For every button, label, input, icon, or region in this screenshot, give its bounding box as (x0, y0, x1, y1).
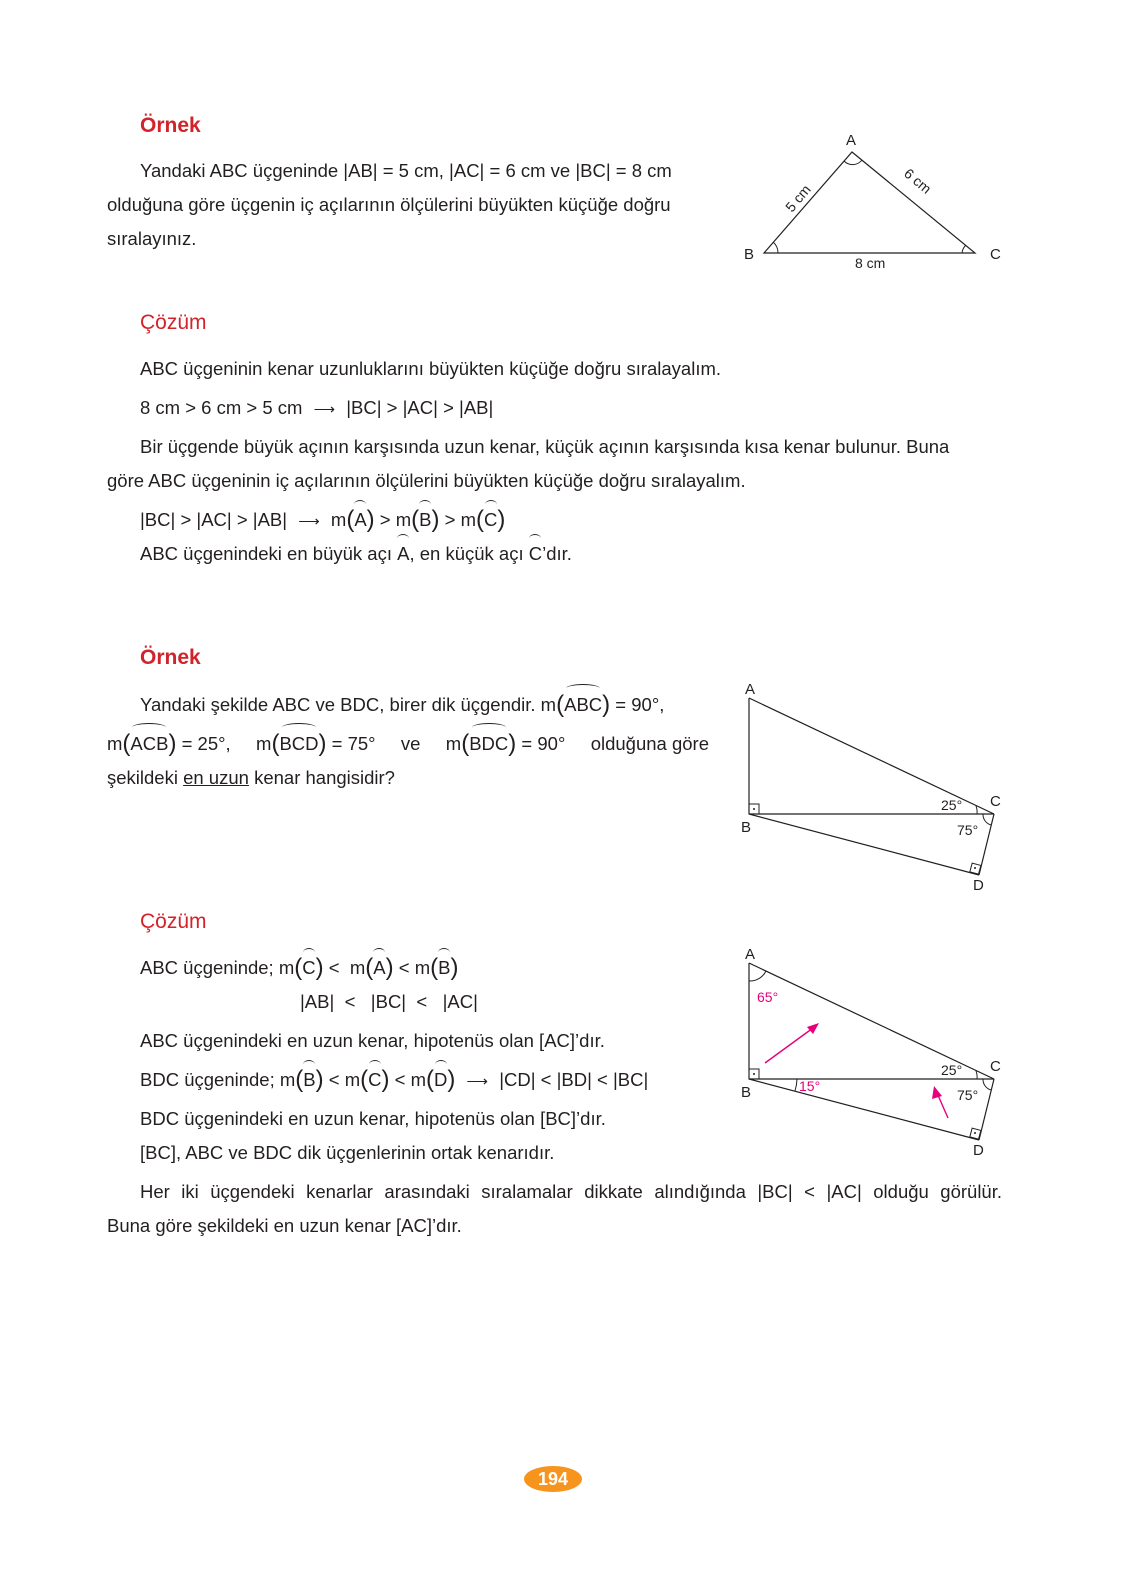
text: ABC üçgenindeki en büyük açı (140, 543, 392, 564)
arrow-right-icon: ⟶ (313, 401, 336, 418)
text: Yandaki şekilde ABC ve BDC, birer dik üçgendir. m (140, 694, 557, 715)
arrow-right-icon: ⟶ (466, 1073, 489, 1090)
example-1-question-line1: Yandaki ABC üçgeninde |AB| = 5 cm, |AC| = 6 cm ve |BC| = 8 cm (140, 160, 672, 181)
solution-1-heading: Çözüm (140, 311, 207, 334)
angle-c: C (302, 957, 316, 978)
vertex-a-label: A (745, 946, 756, 963)
vertex-a-label: A (745, 681, 756, 698)
quadrilateral-abcd-figure (735, 680, 1020, 895)
vertex-d-label: D (973, 877, 984, 894)
side-order: |CD| < |BD| < |BC| (499, 1069, 649, 1090)
angle-dbc-label: 15° (799, 1078, 821, 1094)
solution-2-heading: Çözüm (140, 910, 207, 933)
angle-b: B (419, 509, 432, 530)
angle-c: C (528, 543, 543, 564)
angle-a: A (354, 509, 367, 530)
solution-1-p1: ABC üçgeninin kenar uzunluklarını büyükten küçüğe doğru sıralayalım. (140, 358, 722, 379)
angle-bcd-label: 75° (957, 822, 979, 838)
solution-1-p5 (140, 543, 572, 565)
example-2-heading: Örnek (140, 646, 201, 669)
vertex-c-label: C (990, 246, 1001, 263)
solution-2-line6: [BC], ABC ve BDC dik üçgenlerinin ortak kenarıdır. (140, 1142, 555, 1163)
text: ve (400, 733, 421, 754)
example-2-question-line3 (107, 767, 395, 789)
text: = 90°, (615, 694, 665, 715)
angle-b: B (438, 957, 451, 978)
measure-m: m (460, 509, 477, 530)
side-ab-label: 5 cm (782, 181, 814, 215)
angle-acb-label: 25° (941, 797, 963, 813)
example-2-question-line2: m(ACB) = 25°, m(BCD) = 75° ve m(BDC) = 90° olduğuna göre (107, 730, 709, 757)
gt-sign: > (379, 509, 391, 530)
solution-2-line2: |AB| < |BC| < |AC| (300, 991, 478, 1012)
solution-1-p4: |BC| > |AC| > |AB| ⟶ m(A) > m(B) > m(C) (140, 506, 506, 533)
text: olduğuna göre (590, 733, 709, 754)
measure-m: m (445, 733, 462, 754)
text: kenar hangisidir? (248, 767, 395, 788)
arrow-right-icon: ⟶ (298, 513, 320, 530)
text: ABC üçgeninde; (140, 957, 274, 978)
text: , en küçük açı (409, 543, 524, 564)
angle-a: A (373, 957, 386, 978)
text: BDC üçgeninde; (140, 1069, 275, 1090)
solution-1-p3-line2: göre ABC üçgeninin iç açılarının ölçülerini büyükten küçüğe doğru sıralayalım. (107, 470, 746, 491)
measure-m: m (107, 733, 123, 754)
angle-b: B (303, 1069, 316, 1090)
vertex-c-label: C (990, 1058, 1001, 1075)
vertex-b-label: B (741, 1084, 752, 1101)
solution-2-line1: ABC üçgeninde; m(C) < m(A) < m(B) (140, 954, 459, 981)
angle-bcd-label: 75° (957, 1087, 979, 1103)
side-order: |BC| > |AC| > |AB| (140, 509, 288, 530)
side-bc-label: 8 cm (855, 255, 886, 271)
solution-2-line8: Buna göre şekildeki en uzun kenar [AC]’dır. (107, 1215, 462, 1236)
example-1-heading: Örnek (140, 114, 201, 137)
quadrilateral-abcd-solution-figure (735, 945, 1020, 1160)
angle-c: C (484, 509, 498, 530)
side-order: |BC| > |AC| > |AB| (346, 397, 494, 418)
text: şekildeki (107, 767, 184, 788)
solution-2-line7: Her iki üçgendeki kenarlar arasındaki sıralamalar dikkate alındığında |BC| < |AC| olduğu görülür. (140, 1181, 1002, 1202)
angle-abc: ABC (564, 694, 603, 715)
vertex-a-label: A (846, 132, 857, 149)
vertex-c-label: C (990, 793, 1001, 810)
vertex-b-label: B (744, 246, 755, 263)
solution-2-line3: ABC üçgenindeki en uzun kenar, hipotenüs olan [AC]’dır. (140, 1030, 605, 1051)
measure-m: m (395, 509, 412, 530)
angle-c: C (368, 1069, 382, 1090)
page-number-badge: 194 (524, 1466, 582, 1492)
angle-a-label: 65° (757, 989, 779, 1005)
angle-bdc: BDC (469, 733, 509, 754)
value: = 90° (521, 733, 566, 754)
text: ’dır. (542, 543, 572, 564)
example-1-question-line2: olduğuna göre üçgenin iç açılarının ölçülerini büyükten küçüğe doğru (107, 194, 671, 215)
vertex-b-label: B (741, 819, 752, 836)
value: = 25°, (181, 733, 231, 754)
angle-d: D (434, 1069, 448, 1090)
value: = 75° (331, 733, 376, 754)
gt-sign: > (444, 509, 456, 530)
measure-m: m (330, 509, 347, 530)
vertex-d-label: D (973, 1142, 984, 1159)
angle-bcd: BCD (279, 733, 319, 754)
side-ac-label: 6 cm (901, 165, 935, 197)
solution-1-p2 (140, 397, 493, 421)
underlined-text: en uzun (183, 767, 249, 788)
measure-m: m (256, 733, 272, 754)
solution-1-p3-line1: Bir üçgende büyük açının karşısında uzun kenar, küçük açının karşısında kısa kenar bulunur. Buna (140, 436, 950, 457)
angle-acb: ACB (130, 733, 169, 754)
triangle-abc-figure (740, 125, 1020, 275)
angle-a: A (397, 543, 410, 564)
side-inequality: 8 cm > 6 cm > 5 cm (140, 397, 303, 418)
solution-2-line5: BDC üçgenindeki en uzun kenar, hipotenüs olan [BC]’dır. (140, 1108, 606, 1129)
arrow-up-right-icon (765, 1028, 813, 1063)
angle-acb-label: 25° (941, 1062, 963, 1078)
solution-2-line4: BDC üçgeninde; m(B) < m(C) < m(D) ⟶ |CD| < |BD| < |BC| (140, 1066, 649, 1093)
example-1-question-line3: sıralayınız. (107, 228, 197, 249)
example-2-question-line1: Yandaki şekilde ABC ve BDC, birer dik üçgendir. m(ABC) = 90°, (140, 691, 665, 718)
